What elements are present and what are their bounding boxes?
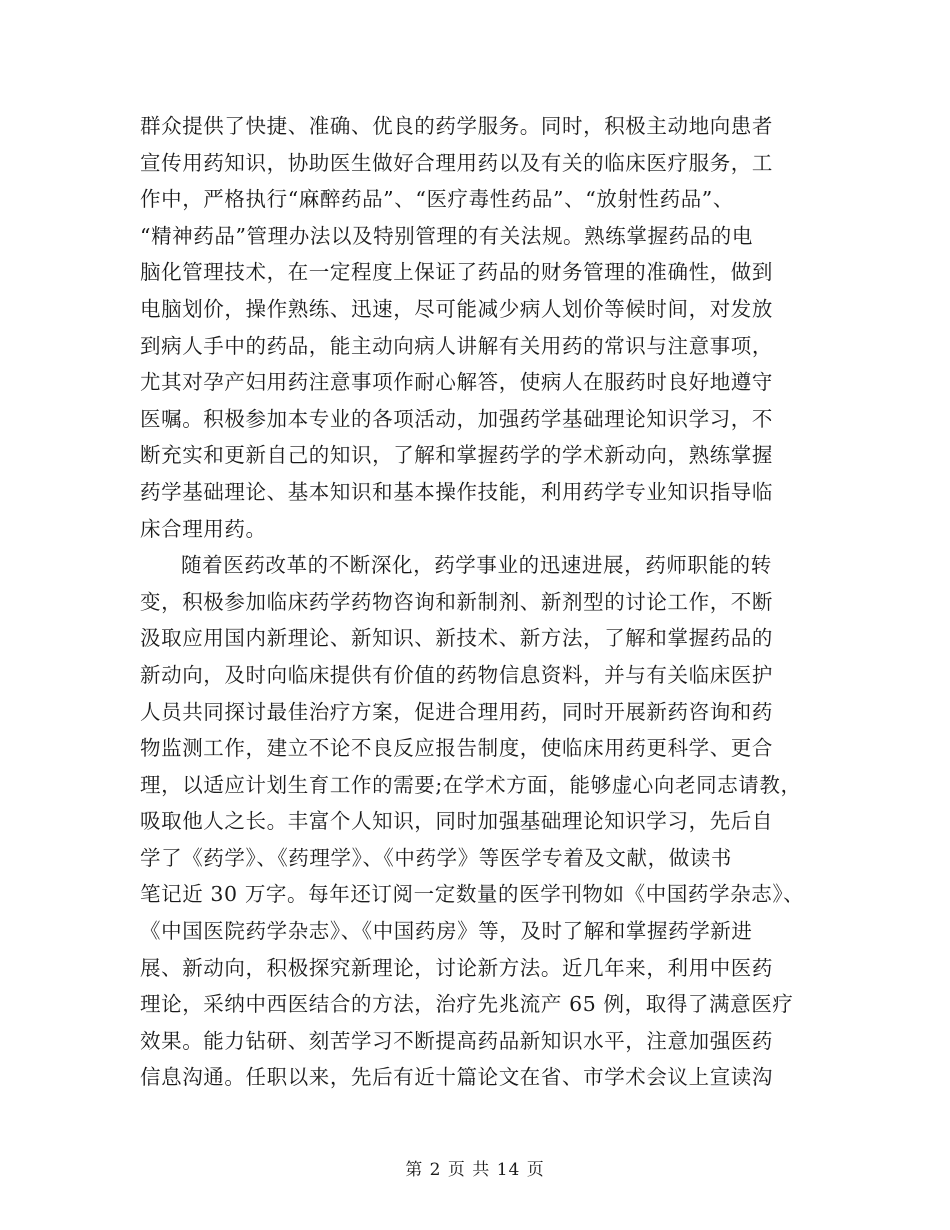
text-line: 笔记近 30 万字。每年还订阅一定数量的医学刊物如《中国药学杂志》、 (140, 882, 805, 907)
text-line: 人员共同探讨最佳治疗方案，促进合理用药，同时开展新药咨询和药 (140, 699, 773, 724)
text-line: 宣传用药知识，协助医生做好合理用药以及有关的临床医疗服务，工 (140, 150, 773, 175)
text-line: 电脑划价，操作熟练、迅速，尽可能减少病人划价等候时间，对发放 (140, 296, 773, 321)
text-line: 新动向，及时向临床提供有价值的药物信息资料，并与有关临床医护 (140, 662, 773, 687)
text-line: 变，积极参加临床药学药物咨询和新制剂、新剂型的讨论工作，不断 (140, 589, 773, 614)
text-line: 尤其对孕产妇用药注意事项作耐心解答，使病人在服药时良好地遵守 (140, 370, 773, 395)
text-line: 吸取他人之长。丰富个人知识，同时加强基础理论知识学习，先后自 (140, 809, 773, 834)
text-line: 理论，采纳中西医结合的方法，治疗先兆流产 65 例，取得了满意医疗 (140, 992, 794, 1017)
paragraph-2 (140, 547, 820, 1096)
text-line: 脑化管理技术，在一定程度上保证了药品的财务管理的准确性，做到 (140, 260, 773, 285)
text-line: 学了《药学》、《药理学》、《中药学》等医学专着及文献，做读书 (140, 845, 732, 870)
text-line: “精神药品”管理办法以及特别管理的有关法规。熟练掌握药品的电 (140, 223, 753, 248)
text-line: 信息沟通。任职以来，先后有近十篇论文在省、市学术会议上宣读沟 (140, 1065, 773, 1090)
text-line: 汲取应用国内新理论、新知识、新技术、新方法，了解和掌握药品的 (140, 626, 773, 651)
text-line: 作中，严格执行“麻醉药品”、“医疗毒性药品”、“放射性药品”、 (140, 187, 734, 212)
text-line: 医嘱。积极参加本专业的各项活动，加强药学基础理论知识学习，不 (140, 406, 773, 431)
text-line: 物监测工作，建立不论不良反应报告制度，使临床用药更科学、更合 (140, 736, 773, 761)
text-line: 药学基础理论、基本知识和基本操作技能，利用药学专业知识指导临 (140, 479, 773, 504)
text-line: 效果。能力钻研、刻苦学习不断提高药品新知识水平，注意加强医药 (140, 1028, 773, 1053)
text-line: 理，以适应计划生育工作的需要;在学术方面，能够虚心向老同志请教， (140, 772, 802, 797)
text-line: 展、新动向，积极探究新理论，讨论新方法。近几年来，利用中医药 (140, 955, 773, 980)
text-line: 到病人手中的药品，能主动向病人讲解有关用药的常识与注意事项， (140, 333, 773, 358)
text-line: 《中国医院药学杂志》、《中国药房》等，及时了解和掌握药学新进 (140, 919, 753, 944)
text-line: 断充实和更新自己的知识，了解和掌握药学的学术新动向，熟练掌握 (140, 443, 773, 468)
text-line: 群众提供了快捷、准确、优良的药学服务。同时，积极主动地向患者 (140, 114, 773, 138)
paragraph-1 (140, 108, 820, 547)
text-line: 随着医药改革的不断深化，药学事业的迅速进展，药师职能的转 (181, 553, 772, 578)
text-line: 床合理用药。 (140, 516, 267, 541)
page-footer (0, 1155, 950, 1180)
document-body (140, 108, 820, 1096)
page-number: 第 2 页 共 14 页 (405, 1160, 545, 1180)
